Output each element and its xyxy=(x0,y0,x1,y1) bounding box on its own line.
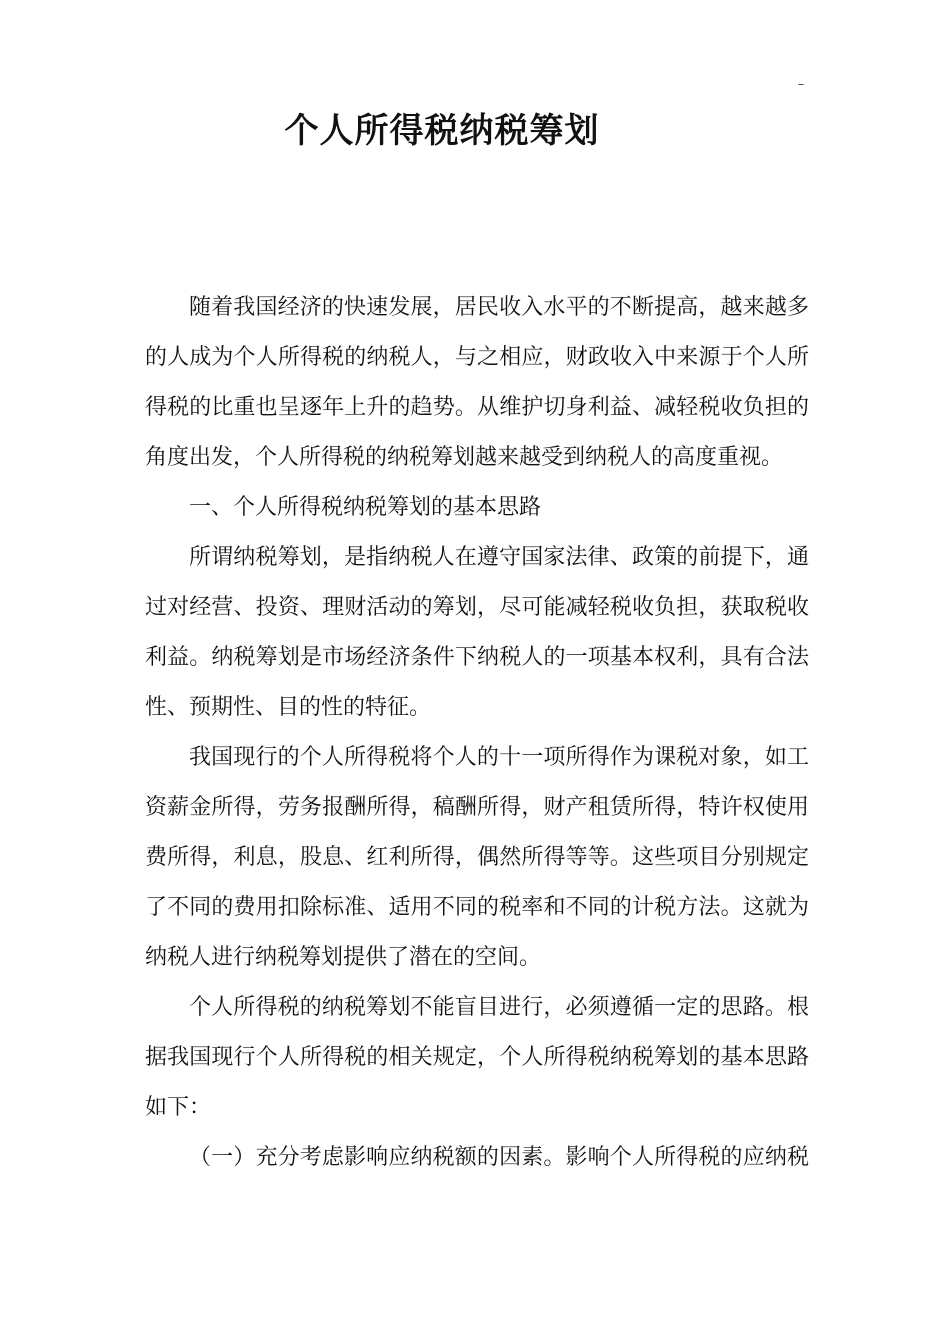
paragraph-line: 随着我国经济的快速发展，居民收入水平的不断提高，越来越多 xyxy=(189,295,809,320)
paragraph-line: 纳税人进行纳税筹划提供了潜在的空间。 xyxy=(145,945,542,970)
document-body xyxy=(145,283,809,1183)
paragraph-line: 我国现行的个人所得税将个人的十一项所得作为课税对象，如工 xyxy=(189,745,809,770)
paragraph-line: 角度出发，个人所得税的纳税筹划越来越受到纳税人的高度重视。 xyxy=(145,445,784,470)
paragraph-line: 的人成为个人所得税的纳税人，与之相应，财政收入中来源于个人所 xyxy=(145,345,809,370)
paragraph-line: 过对经营、投资、理财活动的筹划，尽可能减轻税收负担，获取税收 xyxy=(145,595,809,620)
paragraph-line: 得税的比重也呈逐年上升的趋势。从维护切身利益、减轻税收负担的 xyxy=(145,395,809,420)
paragraph-line: 利益。纳税筹划是市场经济条件下纳税人的一项基本权利，具有合法 xyxy=(145,645,809,670)
paragraph-line: 个人所得税的纳税筹划不能盲目进行，必须遵循一定的思路。根 xyxy=(189,995,809,1020)
section-heading: 一、个人所得税纳税筹划的基本思路 xyxy=(189,495,542,520)
paragraph-line: 据我国现行个人所得税的相关规定，个人所得税纳税筹划的基本思路 xyxy=(145,1045,809,1070)
paragraph-line: 性、预期性、目的性的特征。 xyxy=(145,695,432,720)
paragraph-line: 所谓纳税筹划，是指纳税人在遵守国家法律、政策的前提下，通 xyxy=(189,545,809,570)
document-title: 个人所得税纳税筹划 xyxy=(284,111,600,151)
paragraph-line: 费所得，利息，股息、红利所得，偶然所得等等。这些项目分别规定 xyxy=(145,845,809,870)
paragraph-line: 资薪金所得，劳务报酬所得，稿酬所得，财产租赁所得，特许权使用 xyxy=(145,795,809,820)
header-mark: – xyxy=(798,77,804,91)
paragraph-line: 了不同的费用扣除标准、适用不同的税率和不同的计税方法。这就为 xyxy=(145,895,809,920)
paragraph-line: 如下： xyxy=(145,1095,212,1120)
subsection-line: （一）充分考虑影响应纳税额的因素。影响个人所得税的应纳税 xyxy=(189,1145,809,1170)
